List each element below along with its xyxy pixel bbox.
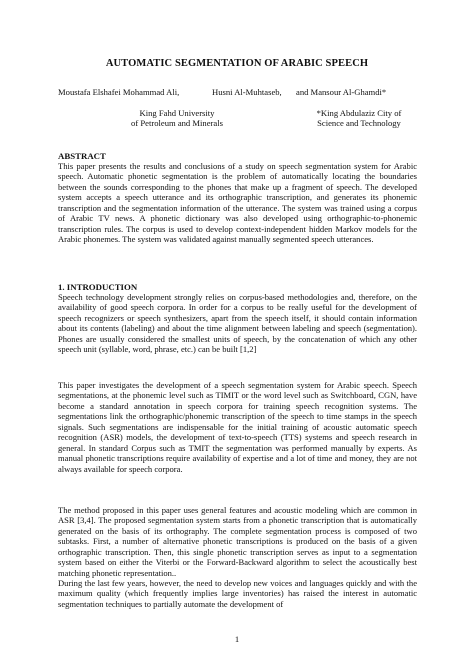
intro-paragraph-2: This paper investigates the development of a speech segmentation system for Arabic speech. Speech segmentations, at the phonemic level such as TIMIT or the word level such as Switchboard, CGN, have become a standard annotation in speech corpora for training speech recognition systems. The segmentations link the orthographic/phonemic transcription of the speech to time stamps in the speech signals. Such segmentations are indispensable for the initial training of acoustic automatic speech recognition (ASR) models, the development of text-to-speech (TTS) systems and speech research in general. In standard Corpus such as TMIT the segmentation was performed manually by experts. As manual phonetic transcriptions require availability of expertise and a lot of time and money, they are not always available for speech corpora.	[58, 380, 417, 474]
abstract-body: This paper presents the results and conclusions of a study on speech segmentation system for Arabic speech. Automatic phonetic segmentation is the problem of automatically locating the boundaries between the sounds corresponding to the phones that make up a fragment of speech. The developed system accepts a speech utterance and its orthographic transcription, and generates its phonemic transcription and the segmentation information of the utterance. The system was trained using a corpus of Arabic TV news. A phonetic dictionary was also developed using orthographic-to-phonemic transcription rules. The corpus is used to develop context-independent hidden Markov models for the Arabic phonemes. The system was validated against manually segmented speech utterances.	[58, 161, 417, 245]
affiliation-line: *King Abdulaziz City of	[316, 108, 402, 118]
intro-paragraph-3: The method proposed in this paper uses general features and acoustic modeling which are common in ASR [3,4]. The proposed segmentation system starts from a phonetic transcription that is automatically generated on the basis of its orthography. The complete segmentation process is composed of two subtasks. First, a number of alternative phonetic transcriptions is produced on the basis of a given orthographic transcription. Then, this single phonetic transcription serves as input to a segmentation system based on either the Viterbi or the Forward-Backward algorithm to select the acoustically best matching phonetic representation..	[58, 505, 417, 578]
affiliation-line: King Fahd University	[139, 108, 215, 118]
introduction-heading: 1. INTRODUCTION	[58, 282, 138, 292]
author-names-3: and Mansour Al-Ghamdi*	[296, 87, 387, 97]
author-line	[58, 87, 418, 97]
intro-paragraph-1: Speech technology development strongly relies on corpus-based methodologies and, therefore, on the availability of good speech corpora. In order for a corpus to be really useful for the development of speech recognizers or speech synthesizers, apart from the speech itself, it should contain information about its contents (labeling) and about the time alignment between labeling and speech (segmentation). Phones are usually considered the smallest units of speech, by the concatenation of which any other speech unit (syllable, word, phrase, etc.) can be built [1,2]	[58, 292, 417, 355]
intro-paragraph-4: During the last few years, however, the need to develop new voices and languages quickly and with the maximum quality (which frequently implies large inventories) has raised the interest in automatic segmentation techniques to partially automate the development of	[58, 578, 417, 609]
paper-title: AUTOMATIC SEGMENTATION OF ARABIC SPEECH	[105, 58, 369, 69]
affiliation-line: Science and Technology	[317, 118, 401, 129]
author-names-2: Husni Al-Muhtaseb,	[212, 87, 282, 97]
author-names-1: Moustafa Elshafei Mohammad Ali,	[58, 87, 180, 97]
affiliation-kfupm	[112, 108, 242, 129]
page-number: 1	[234, 634, 240, 644]
abstract-heading: ABSTRACT	[58, 151, 106, 161]
affiliation-kacst	[298, 108, 420, 129]
affiliation-line: of Petroleum and Minerals	[131, 118, 223, 129]
